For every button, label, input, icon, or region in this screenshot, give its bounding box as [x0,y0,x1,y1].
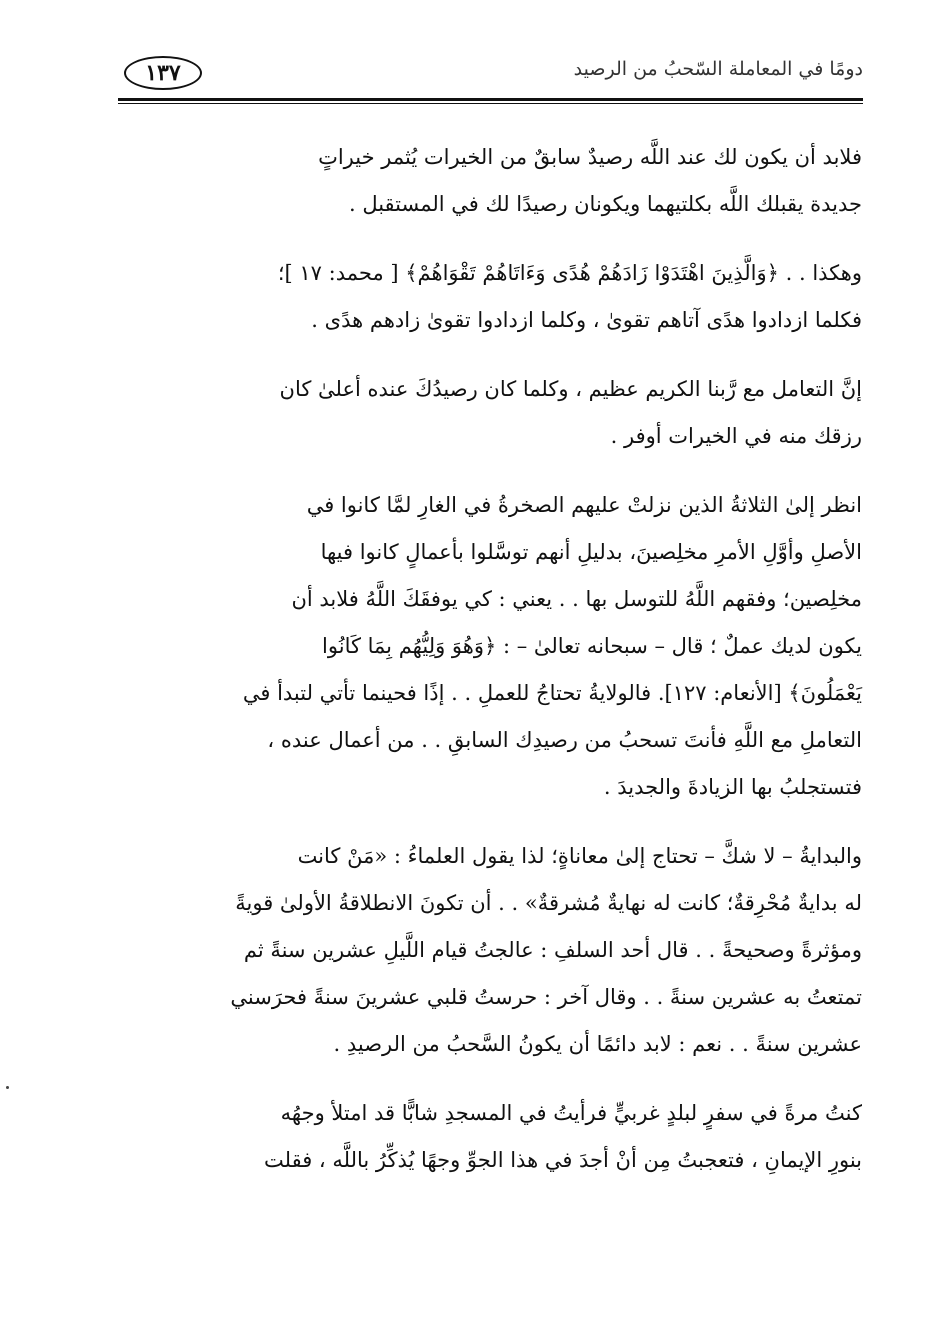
paragraph [122,134,862,228]
text-line: يكون لديك عملٌ ؛ قال – سبحانه تعالىٰ – : ﴿وَهُوَ وَلِيُّهُم بِمَا كَانُوا [322,634,862,658]
text-line: ومؤثرةً وصحيحةً . . قال أحد السلفِ : عالجتُ قيام اللَّيلِ عشرين سنةً ثم [243,938,862,962]
text-line: والبدايةُ – لا شكَّ – تحتاج إلىٰ معاناةٍ؛ لذا يقول العلماءُ : «مَنْ كانت [297,844,862,868]
page-header [118,52,863,104]
text-line: إنَّ التعامل مع رَّبنا الكريم عظيم ، وكلما كان رصيدُكَ عنده أعلىٰ كان [279,377,862,401]
text-line: فلابد أن يكون لك عند اللَّه رصيدٌ سابقٌ من الخيرات يُثمر خيراتٍ [318,145,862,169]
paragraph [122,1090,862,1184]
header-rule [118,98,863,104]
paragraph [122,250,862,344]
running-title: دومًا في المعاملة السّحبُ من الرصيد [573,58,863,80]
text-line: الأصلِ وأوَّلِ الأمرِ مخلِصينَ، بدليلِ أنهم توسَّلوا بأعمالٍ كانوا فيها [320,540,862,564]
text-line: انظر إلىٰ الثلاثةُ الذين نزلتْ عليهم الصخرةُ في الغارِ لمَّا كانوا في [306,493,862,517]
paragraph [122,833,862,1068]
text-line: عشرين سنةً . . نعم : لابد دائمًا أن يكونُ السَّحبُ من الرصيدِ . [333,1032,862,1056]
text-line: فكلما ازدادوا هدًى آتاهم تقوىٰ ، وكلما ازدادوا تقوىٰ زادهم هدًى . [311,308,862,332]
text-line: كنتُ مرةً في سفرٍ لبلدٍ غربيٍّ فرأيتُ في المسجدِ شابًّا قد امتلأ وجهُه [280,1101,862,1125]
page-number: ١٣٧ [124,56,202,90]
scan-speck [6,1086,9,1089]
text-line: يَعْمَلُونَ﴾ [الأنعام: ١٢٧]. فالولايةُ تحتاجُ للعملِ . . إذًا فحينما تأتي لتبدأ في [242,681,862,705]
text-line: فتستجلبُ بها الزيادةَ والجديدَ . [603,775,862,799]
text-line: رزقك منه في الخيرات أوفر . [610,424,862,448]
paragraph [122,366,862,460]
text-line: التعاملِ مع اللَّهِ فأنتَ تسحبُ من رصيدِك السابقِ . . من أعمال عنده ، [267,728,862,752]
text-line: مخلِصين؛ وفقهم اللَّهُ للتوسل بها . . يعني : كي يوفقَكَ اللَّهُ فلابد أن [291,587,862,611]
paragraph [122,482,862,811]
text-line: بنورِ الإيمانِ ، فتعجبتُ مِن أنْ أجدَ في هذا الجوِّ وجهًا يُذكِّرُ باللَّه ، فقلت [264,1148,862,1172]
text-line: له بدايةٌ مُحْرِقةٌ؛ كانت له نهايةٌ مُشرقةٌ» . . أن تكونَ الانطلاقةُ الأولىٰ قويةً [235,891,862,915]
page-body [122,134,862,1206]
text-line: تمتعتُ به عشرين سنةً . . وقال آخر : حرستُ قلبي عشرينَ سنةً فحرَسني [230,985,862,1009]
text-line: وهكذا . . ﴿وَالَّذِينَ اهْتَدَوْا زَادَهُمْ هُدًى وَءَاتَاهُمْ تَقْوَاهُمْ﴾ [ محمد: ١٧ ]؛ [277,261,862,285]
text-line: جديدة يقبلك اللَّه بكلتيهما ويكونان رصيدًا لك في المستقبل . [348,192,862,216]
